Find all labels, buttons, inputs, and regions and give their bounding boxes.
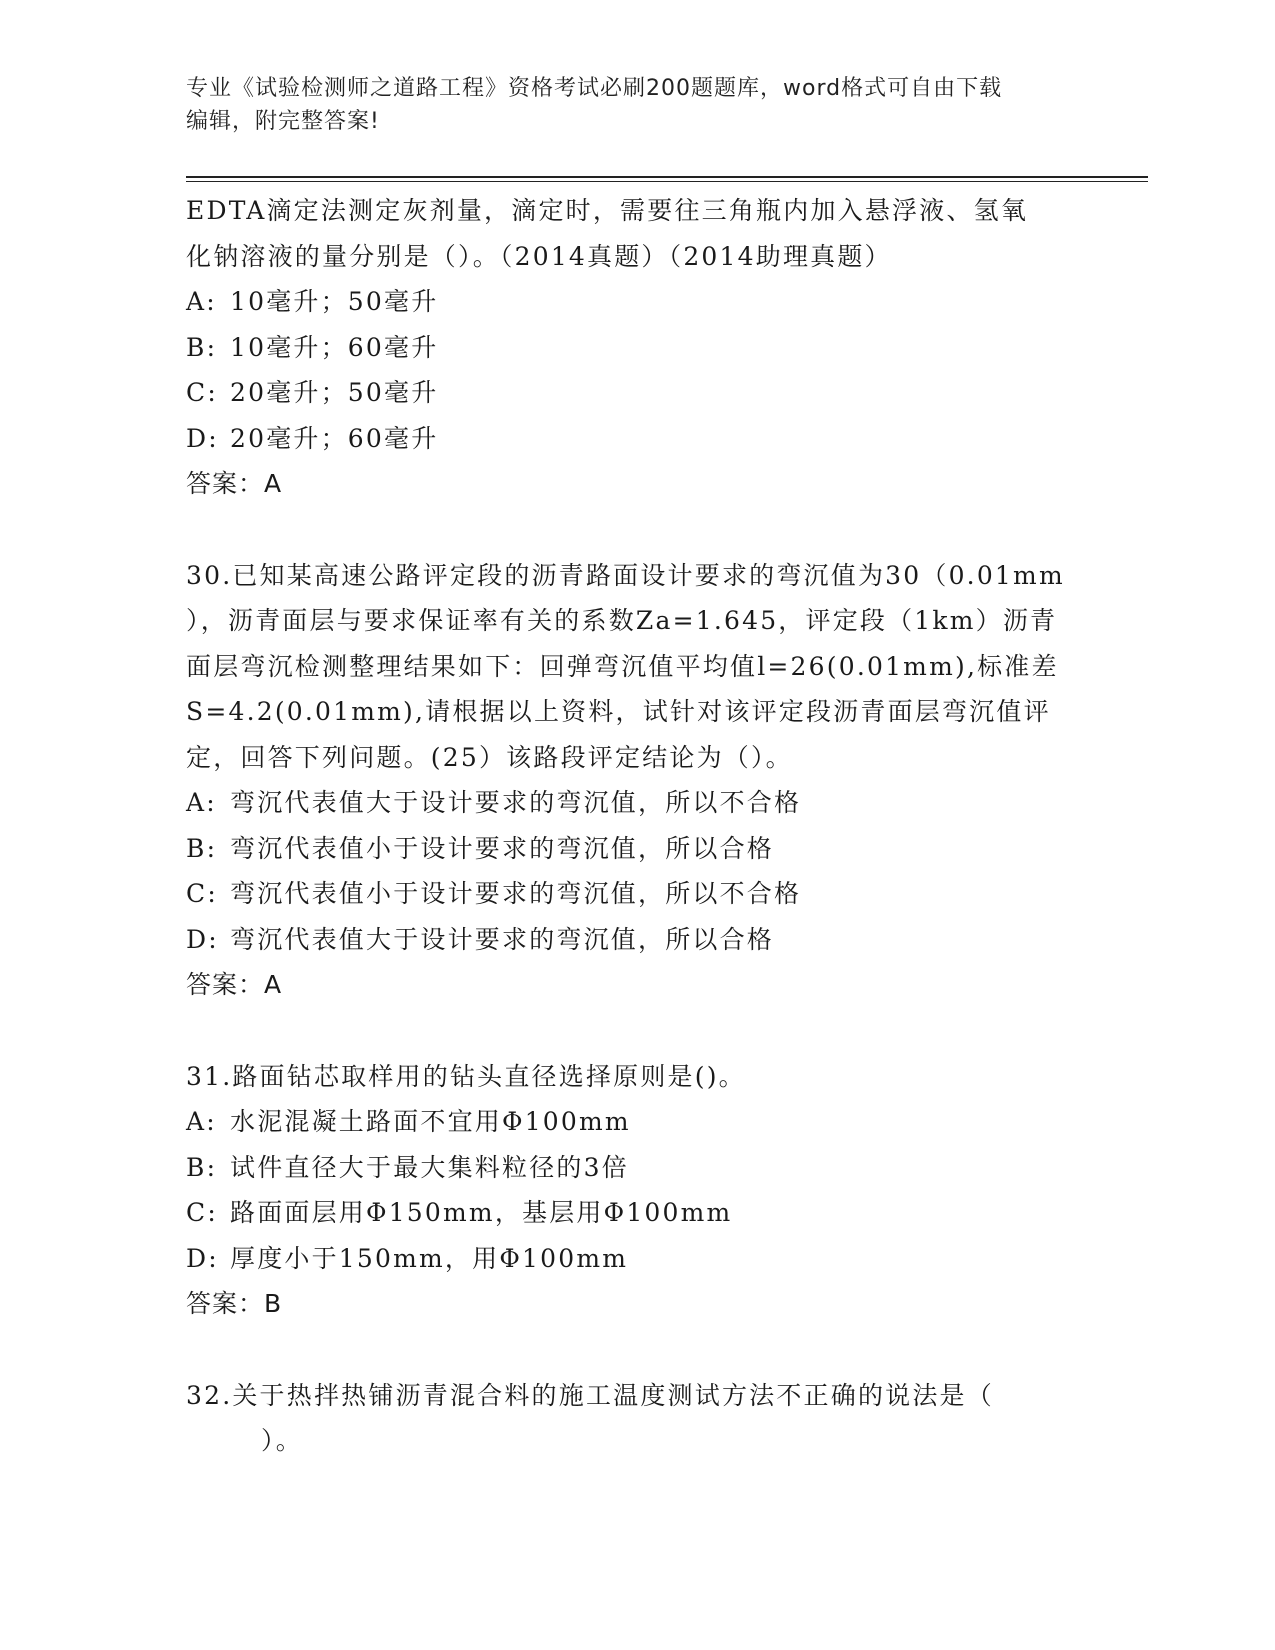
question-block (186, 553, 1086, 1008)
header-divider-thin (186, 181, 1148, 182)
question-text-line: 32.关于热拌热铺沥青混合料的施工温度测试方法不正确的说法是（ (186, 1380, 994, 1410)
document-header (186, 72, 1066, 138)
question-list (186, 188, 1086, 1464)
option-key: D: (186, 924, 219, 954)
option-d (186, 416, 1086, 462)
option-text: 厚度小于150mm，用Φ100mm (230, 1243, 629, 1273)
option-text: 弯沉代表值小于设计要求的弯沉值，所以合格 (230, 833, 775, 863)
option-text: 弯沉代表值大于设计要求的弯沉值，所以合格 (230, 924, 775, 954)
option-text: 路面面层用Φ150mm，基层用Φ100mm (230, 1198, 733, 1227)
header-divider-thick (186, 176, 1148, 178)
option-text: 20毫升；60毫升 (230, 423, 439, 453)
option-key: B: (186, 332, 218, 362)
option-c (186, 1190, 1086, 1236)
answer-line: 答案：B (186, 1289, 283, 1318)
option-key: A: (186, 788, 217, 817)
option-key: A: (186, 287, 217, 316)
question-text-line: 30.已知某高速公路评定段的沥青路面设计要求的弯沉值为30（0.01mm (186, 560, 1065, 590)
header-line-2: 编辑，附完整答案! (186, 109, 380, 134)
question-block (186, 188, 1086, 507)
option-text: 20毫升；50毫升 (230, 378, 439, 407)
question-text-line: 化钠溶液的量分别是（）。（2014真题）（2014助理真题） (186, 241, 892, 271)
option-text: 水泥混凝土路面不宜用Φ100mm (230, 1107, 631, 1136)
question-block (186, 1054, 1086, 1327)
question-text-line: ）。 (261, 1426, 303, 1455)
question-text-line: 31.路面钻芯取样用的钻头直径选择原则是()。 (186, 1061, 746, 1091)
option-key: C: (186, 378, 218, 407)
header-line-1: 专业《试验检测师之道路工程》资格考试必刷200题题库，word格式可自由下载 (186, 76, 1003, 101)
question-text-line: ），沥青面层与要求保证率有关的系数Za=1.645，评定段（1km）沥青 (186, 606, 1058, 635)
option-key: A: (186, 1107, 217, 1136)
option-text: 弯沉代表值大于设计要求的弯沉值，所以不合格 (230, 788, 802, 817)
option-a (186, 780, 1086, 826)
option-text: 弯沉代表值小于设计要求的弯沉值，所以不合格 (230, 879, 802, 908)
question-block (186, 1373, 1086, 1464)
option-b (186, 325, 1086, 371)
option-c (186, 370, 1086, 416)
option-d (186, 1236, 1086, 1282)
option-d (186, 917, 1086, 963)
option-key: D: (186, 1243, 219, 1273)
option-text: 10毫升；50毫升 (230, 287, 439, 316)
option-key: D: (186, 423, 219, 453)
question-text-line: 面层弯沉检测整理结果如下：回弹弯沉值平均值l=26(0.01mm),标准差 (186, 651, 1059, 681)
question-text-line: S=4.2(0.01mm),请根据以上资料，试针对该评定段沥青面层弯沉值评 (186, 697, 1051, 726)
answer-line: 答案：A (186, 469, 283, 498)
option-key: C: (186, 1198, 218, 1227)
option-text: 试件直径大于最大集料粒径的3倍 (230, 1152, 629, 1182)
spacer (186, 507, 1086, 553)
spacer (186, 1327, 1086, 1373)
answer-line: 答案：A (186, 970, 283, 999)
option-c (186, 871, 1086, 917)
question-text-line: 定，回答下列问题。(25）该路段评定结论为（）。 (186, 742, 793, 772)
question-text-line: EDTA滴定法测定灰剂量，滴定时，需要往三角瓶内加入悬浮液、氢氧 (186, 196, 1029, 225)
spacer (186, 1008, 1086, 1054)
option-text: 10毫升；60毫升 (230, 332, 439, 362)
option-a (186, 1099, 1086, 1145)
option-key: C: (186, 879, 218, 908)
option-b (186, 826, 1086, 872)
option-b (186, 1145, 1086, 1191)
option-key: B: (186, 833, 218, 863)
option-a (186, 279, 1086, 325)
option-key: B: (186, 1152, 218, 1182)
